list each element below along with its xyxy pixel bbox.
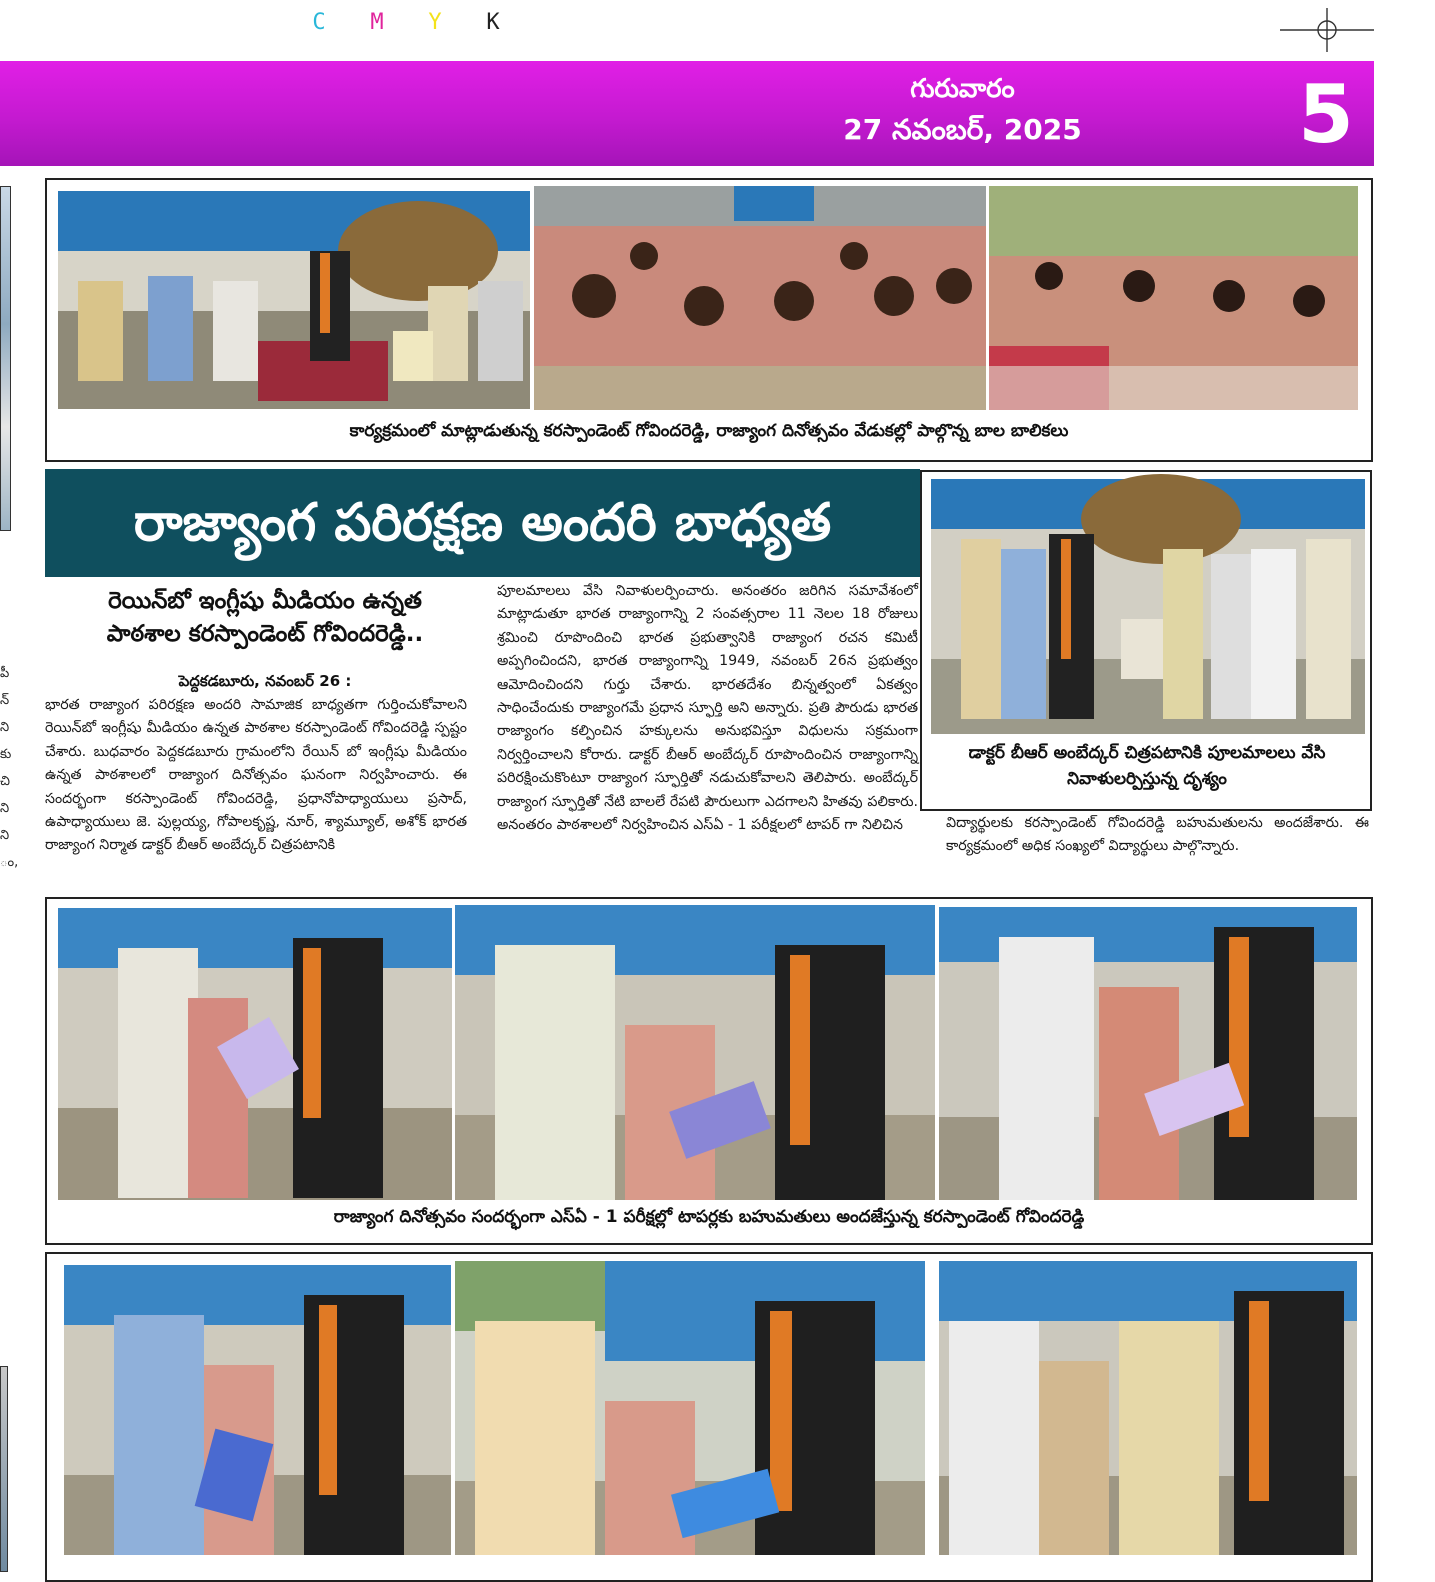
- prize-photo-caption: రాజ్యాంగ దినోత్సవం సందర్భంగా ఎస్ఏ - 1 పరీక్షల్లో టాపర్లకు బహుమతులు అందజేస్తున్న కరస్పాండెంట్ గోవిందరెడ్డి: [333, 1207, 1085, 1227]
- page-number: 5: [1298, 68, 1354, 161]
- photo-prize-giving-3: [939, 907, 1357, 1200]
- left-fragment-line: కు: [0, 747, 12, 762]
- article-dateline: పెద్దకడబూరు, నవంబర్ 26 :: [178, 672, 352, 690]
- side-photo-caption: డాక్టర్ బీఆర్ అంబేద్కర్ చిత్రపటానికి పూలమాలలు వేసి నివాళులర్పిస్తున్న దృశ్యం: [968, 743, 1326, 789]
- photo-prize-giving-1: [58, 908, 452, 1200]
- left-fragment-line: చి: [0, 774, 10, 789]
- left-fragment-line: ని: [0, 801, 10, 816]
- article-headline: రాజ్యాంగ పరిరక్షణ అందరి బాధ్యత: [45, 469, 920, 577]
- yellow-mark: Y: [428, 10, 442, 35]
- cyan-mark: C: [312, 10, 326, 35]
- photo-boys-seated: [534, 186, 986, 410]
- black-mark: K: [486, 10, 500, 35]
- photo-girls-seated: [989, 186, 1358, 410]
- header-date: 27 నవంబర్, 2025: [843, 113, 1082, 146]
- photo-prize-giving-2: [455, 905, 935, 1200]
- photo-prize-giving-6: [939, 1261, 1357, 1555]
- article-column-3: విద్యార్థులకు కరస్పాండెంట్ గోవిందరెడ్డి బహుమతులను అందజేశారు. ఈ కార్యక్రమంలో అధిక సంఖ్యలో విద్యార్థులు పాల్గొన్నారు.: [946, 815, 1369, 855]
- photo-prize-giving-4: [64, 1265, 451, 1555]
- crop-mark-icon: [1280, 8, 1374, 52]
- article-column-1: భారత రాజ్యాంగ పరిరక్షణ అందరి సామాజిక బాధ్యతగా గుర్తించుకోవాలని రెయిన్‌బో ఇంగ్లీషు మీడియం ఉన్నత పాఠశాల కరస్పాండెంట్ గోవిందరెడ్డి స్పష్టం చేశారు. బుధవారం పెద్దకడబూరు గ్రామంలోని రేయిన్ బో ఇంగ్లీషు మీడియం ఉన్నత పాఠశాలలో రాజ్యాంగ దినోత్సవం ఘనంగా నిర్వహించారు. ఈ సందర్భంగా కరస్పాండెంట్ గోవిందరెడ్డి, ప్రధానోపాధ్యాయులు ప్రసాద్, ఉపాధ్యాయులు జె. పుల్లయ్య, గోపాలకృష్ణ, నూర్, శ్యామ్యూల్, అశోక్ భారత రాజ్యాంగ నిర్మాత డాక్టర్ బీఆర్ అంబేద్కర్ చిత్రపటానికి: [45, 697, 467, 854]
- subhead-line: రెయిన్‌బో ఇంగ్లీషు మీడియం ఉన్నత: [108, 588, 422, 614]
- left-fragment-line: ని: [0, 828, 10, 843]
- article-subhead: [45, 585, 485, 651]
- magenta-mark: M: [370, 10, 384, 35]
- left-fragment-line: న్: [0, 693, 10, 708]
- left-fragment-line: పీ: [0, 666, 10, 681]
- photo-speaker-on-stage: [58, 191, 530, 409]
- left-column-photo-fragment: [0, 186, 11, 531]
- header-day: గురువారం: [910, 74, 1015, 104]
- left-column-text-fragment: [0, 660, 19, 876]
- left-column-photo-fragment-bottom: [0, 1366, 8, 1572]
- photo-ambedkar-tribute: [931, 479, 1365, 734]
- subhead-line: పాఠశాల కరస్పాండెంట్ గోవిందరెడ్డి..: [106, 621, 424, 647]
- article-column-2: పూలమాలలు వేసి నివాళులర్పించారు. అనంతరం జరిగిన సమావేశంలో మాట్లాడుతూ భారత రాజ్యాంగాన్ని 2 సంవత్సరాల 11 నెలల 18 రోజులు శ్రమించి రూపొందించి భారత ప్రభుత్వానికి రాజ్యాంగ రచన కమిటీ అప్పగించిందని, భారత రాజ్యాంగాన్ని 1949, నవంబర్ 26న ప్రభుత్వం ఆమోదించిందని గుర్తు చేశారు. భారతదేశం బిన్నత్వంలో ఏకత్వం సాధించేందుకు రాజ్యాంగమే ప్రధాన స్ఫూర్తి అని అన్నారు. ప్రతి పౌరుడు భారత రాజ్యాంగం కల్పించిన హక్కులను అనుభవిస్తూ విధులను సక్రమంగా నిర్వర్తించాలని కోరారు. డాక్టర్ బీఆర్ అంబేద్కర్ రూపొందించిన రాజ్యాంగాన్ని పరిరక్షించుకొంటూ రాజ్యాంగ స్ఫూర్తితో నడుచుకోవాలని తెలిపారు. అంబేద్కర్ రాజ్యాంగ స్ఫూర్తితో నేటి బాలలే రేపటి పౌరులుగా ఎదగాలని హితవు పలికారు. అనంతరం పాఠశాలలో నిర్వహించిన ఎస్ఏ - 1 పరీక్షలలో టాపర్ గా నిలిచిన: [497, 583, 918, 834]
- page-header-band: [0, 61, 1374, 166]
- left-fragment-line: ం,: [0, 855, 19, 870]
- left-fragment-line: ని: [0, 720, 10, 735]
- top-photo-caption: కార్యక్రమంలో మాట్లాడుతున్న కరస్పాండెంట్ గోవిందరెడ్డి, రాజ్యాంగ దినోత్సవం వేడుకల్లో పాల్గొన్న బాల బాలికలు: [349, 421, 1069, 441]
- cmyk-registration: [310, 10, 502, 38]
- photo-prize-giving-5: [455, 1261, 925, 1555]
